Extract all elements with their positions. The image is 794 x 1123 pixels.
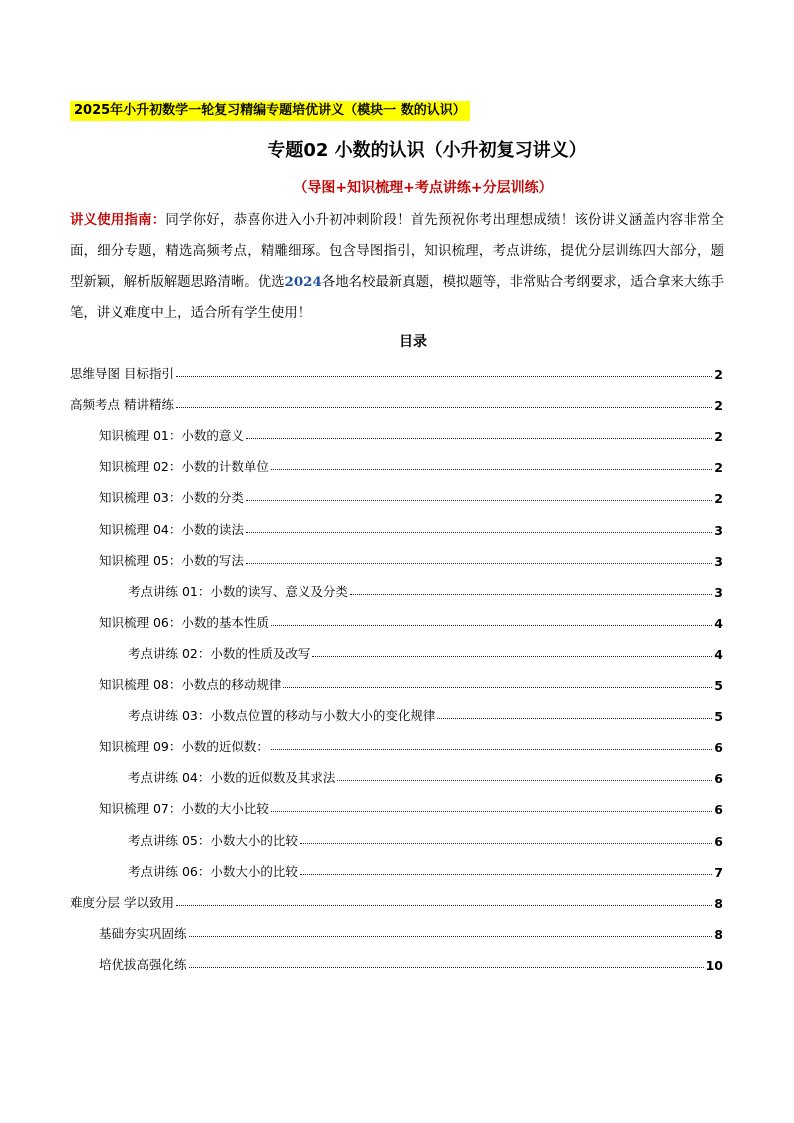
toc-leader-dots xyxy=(271,469,712,470)
toc-entry-page: 2 xyxy=(714,429,723,445)
toc-entry-label: 知识梳理 06：小数的基本性质 xyxy=(99,614,269,630)
toc-entry-page: 6 xyxy=(714,802,723,818)
toc-leader-dots xyxy=(437,718,712,719)
toc-entry[interactable] xyxy=(70,889,723,911)
toc-entry-label: 知识梳理 05：小数的写法 xyxy=(99,552,244,568)
toc-entry-page: 5 xyxy=(714,709,723,725)
toc-entry[interactable] xyxy=(128,640,723,662)
usage-guide-text-1: 同学你好，恭喜你进入小升初冲刺阶段！首先预祝你考出理想成绩！该份讲义涵盖内容非常全面，细分专题，精选高频考点，精雕细琢。包含导图指引，知识梳理，考点讲练，提优分层训练四大部分，题型新颖，解析版解题思路清晰。优选 xyxy=(70,213,725,290)
toc-entry-label: 知识梳理 08：小数点的移动规律 xyxy=(99,677,282,692)
toc-heading: 目录 xyxy=(399,334,427,350)
toc-entry[interactable] xyxy=(99,609,723,631)
toc-leader-dots xyxy=(246,438,712,439)
toc-entry[interactable] xyxy=(70,360,723,382)
toc-entry-label: 考点讲练 04：小数的近似数及其求法 xyxy=(128,770,336,786)
toc-leader-dots xyxy=(189,936,713,937)
toc-leader-dots xyxy=(176,905,712,906)
toc-entry-page: 4 xyxy=(714,615,723,631)
toc-leader-dots xyxy=(246,563,712,564)
toc-leader-dots xyxy=(283,687,712,688)
usage-guide xyxy=(70,205,724,329)
toc-entry-page: 7 xyxy=(714,864,723,880)
toc-leader-dots xyxy=(176,407,712,408)
toc-entry[interactable] xyxy=(128,827,723,849)
toc-entry-label: 知识梳理 02：小数的计数单位 xyxy=(99,459,269,475)
page-subtitle: （导图+知识梳理+考点讲练+分层训练） xyxy=(293,180,553,196)
toc-entry[interactable] xyxy=(99,516,723,538)
toc-leader-dots xyxy=(176,376,712,377)
toc-entry-label: 考点讲练 01：小数的读写、意义及分类 xyxy=(128,583,348,599)
toc-entry-page: 5 xyxy=(714,678,723,693)
usage-guide-year: 2024 xyxy=(284,274,322,290)
toc-leader-dots xyxy=(271,749,712,750)
toc-entry-page: 6 xyxy=(714,771,723,787)
toc-leader-dots xyxy=(246,532,712,533)
toc-entry[interactable] xyxy=(99,920,723,942)
toc-entry[interactable] xyxy=(99,547,723,569)
toc-leader-dots xyxy=(271,625,712,626)
toc-leader-dots xyxy=(189,967,704,968)
toc-entry[interactable] xyxy=(128,858,723,880)
toc-entry-page: 3 xyxy=(714,553,723,569)
toc-entry-label: 基础夯实巩固练 xyxy=(99,925,187,941)
toc-entry[interactable] xyxy=(70,391,723,413)
toc-entry-label: 知识梳理 03：小数的分类 xyxy=(99,490,244,506)
toc-entry-page: 3 xyxy=(714,584,723,600)
toc-entry-label: 知识梳理 07：小数的大小比较 xyxy=(99,801,269,817)
usage-guide-label: 讲义使用指南： xyxy=(70,212,166,228)
toc-entry-page: 6 xyxy=(714,740,723,756)
series-banner: 2025年小升初数学一轮复习精编专题培优讲义（模块一 数的认识） xyxy=(70,101,470,121)
toc-leader-dots xyxy=(300,874,712,875)
page-title: 专题02 小数的认识（小升初复习讲义） xyxy=(267,140,587,161)
toc-leader-dots xyxy=(337,780,712,781)
toc-entry[interactable] xyxy=(99,453,723,475)
toc-leader-dots xyxy=(300,843,712,844)
toc-entry-page: 2 xyxy=(714,491,723,507)
toc-entry[interactable] xyxy=(128,702,723,724)
toc-entry-label: 知识梳理 09：小数的近似数： xyxy=(99,739,269,755)
toc-entry[interactable] xyxy=(128,578,723,600)
toc-entry-label: 考点讲练 05：小数大小的比较 xyxy=(128,832,298,848)
toc-entry-page: 8 xyxy=(714,926,723,942)
toc-entry-label: 考点讲练 06：小数大小的比较 xyxy=(128,863,298,879)
usage-guide-text-2: 各地名校最新真题，模拟题等，非常贴合考纲要求，适合拿来大练手笔，讲义难度中上，适合所有学生使用！ xyxy=(70,275,725,321)
toc-entry-label: 考点讲练 03：小数点位置的移动与小数大小的变化规律 xyxy=(128,708,436,724)
toc-entry-label: 高频考点 精讲精练 xyxy=(70,397,174,413)
toc-entry[interactable] xyxy=(99,671,723,693)
toc-entry[interactable] xyxy=(99,795,723,817)
toc-entry-label: 知识梳理 01：小数的意义 xyxy=(99,428,244,444)
toc-leader-dots xyxy=(246,500,712,501)
toc-entry-label: 培优拔高强化练 xyxy=(99,956,187,972)
toc-entry-page: 10 xyxy=(705,957,723,973)
toc-entry[interactable] xyxy=(99,733,723,755)
toc-leader-dots xyxy=(271,811,712,812)
toc-entry[interactable] xyxy=(99,484,723,506)
toc-entry[interactable] xyxy=(99,951,723,973)
toc-entry[interactable] xyxy=(99,422,723,444)
toc-leader-dots xyxy=(312,656,712,657)
toc-entry-label: 难度分层 学以致用 xyxy=(70,894,174,910)
toc-entry-page: 6 xyxy=(714,833,723,849)
toc-entry-page: 2 xyxy=(714,460,723,476)
toc-entry-label: 知识梳理 04：小数的读法 xyxy=(99,521,244,537)
toc-entry-page: 3 xyxy=(714,522,723,538)
toc-leader-dots xyxy=(350,594,712,595)
toc-entry-label: 考点讲练 02：小数的性质及改写 xyxy=(128,645,311,661)
toc-entry-page: 2 xyxy=(714,398,723,414)
toc-entry-page: 8 xyxy=(714,895,723,911)
toc-entry-page: 2 xyxy=(714,367,723,382)
toc-entry-label: 思维导图 目标指引 xyxy=(70,366,174,381)
toc-entry-page: 4 xyxy=(714,646,723,662)
toc-entry[interactable] xyxy=(128,764,723,786)
